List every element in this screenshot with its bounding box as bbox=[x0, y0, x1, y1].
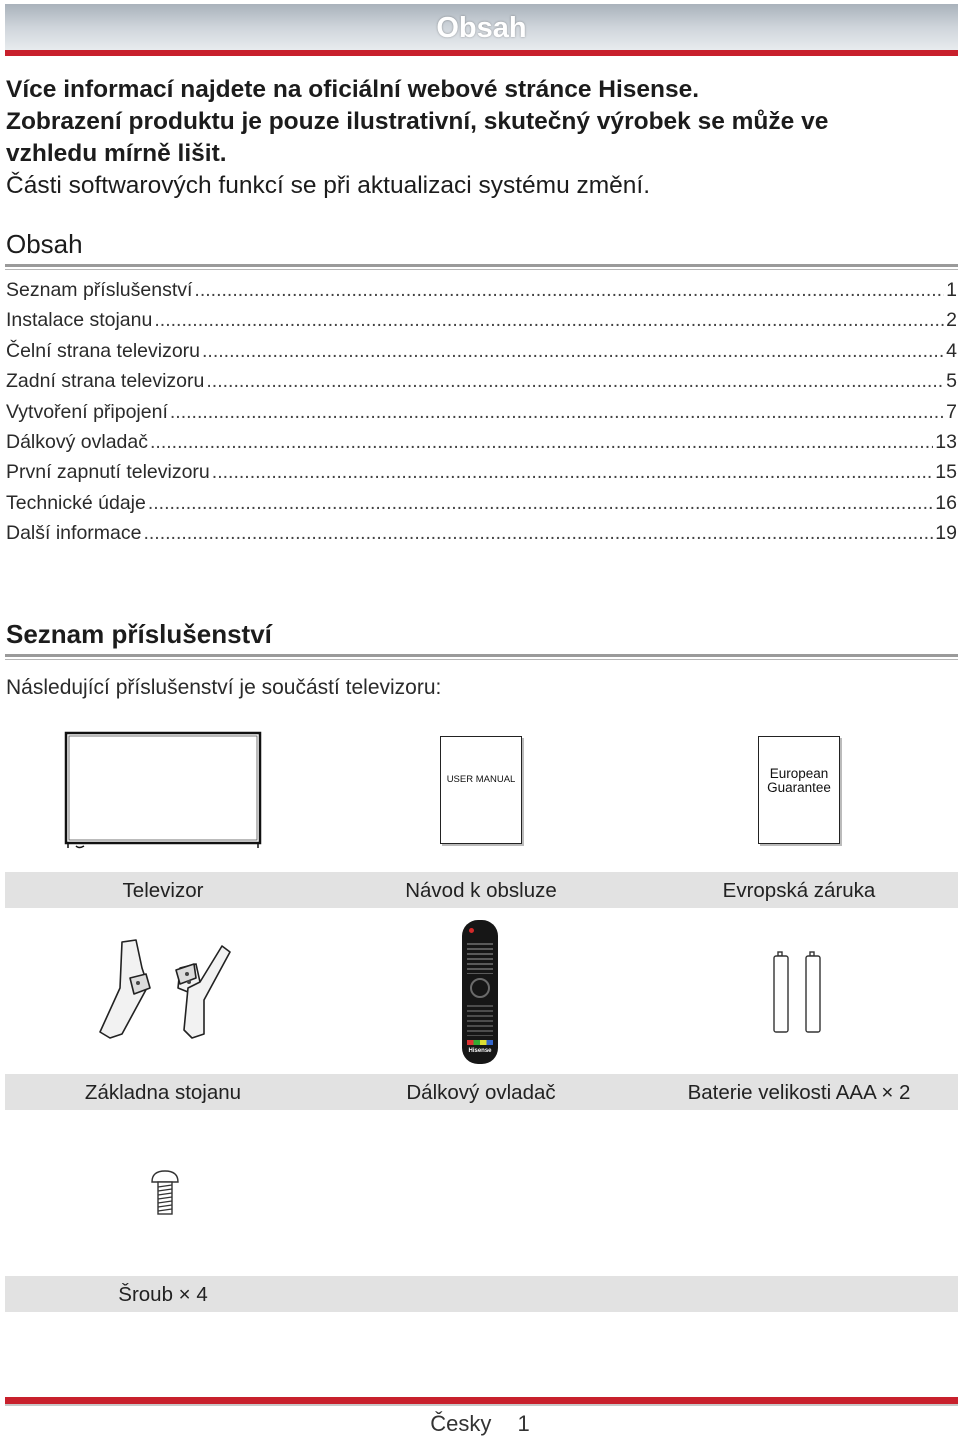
manual-cover-text: USER MANUAL bbox=[446, 774, 516, 785]
header-banner bbox=[5, 4, 958, 56]
user-manual-illustration bbox=[440, 736, 522, 844]
toc-entry-page: 2 bbox=[946, 309, 957, 332]
power-button-icon bbox=[469, 928, 474, 933]
toc-entry[interactable] bbox=[6, 340, 957, 370]
toc-entry-title: Další informace bbox=[6, 522, 142, 545]
header-accent-stripe bbox=[5, 50, 958, 56]
toc-entry-page: 16 bbox=[935, 491, 957, 514]
toc-entry-title: Zadní strana televizoru bbox=[6, 370, 205, 393]
number-keypad-icon bbox=[467, 940, 493, 974]
accessory-label-batteries: Baterie velikosti AAA × 2 bbox=[687, 1081, 911, 1104]
toc-leader-dots bbox=[143, 522, 933, 545]
toc-entry-title: Technické údaje bbox=[6, 491, 146, 514]
toc-leader-dots bbox=[154, 309, 944, 332]
toc-heading: Obsah bbox=[6, 229, 83, 259]
guarantee-cover-line: European bbox=[769, 766, 829, 781]
toc-entry-title: Vytvoření připojení bbox=[6, 400, 168, 423]
dpad-icon bbox=[470, 978, 490, 998]
function-keys-icon bbox=[467, 1002, 493, 1036]
toc-entry-title: Čelní strana televizoru bbox=[6, 339, 201, 362]
section-heading: Seznam příslušenství bbox=[6, 619, 272, 649]
footer-language: Česky bbox=[430, 1411, 492, 1436]
toc-entry-page: 13 bbox=[935, 430, 957, 453]
toc-entry[interactable] bbox=[6, 461, 957, 491]
guarantee-illustration bbox=[758, 736, 840, 844]
accessory-label-row bbox=[5, 1276, 958, 1312]
guarantee-cover-text bbox=[759, 767, 839, 795]
intro-line: Více informací najdete na oficiální webové stránce Hisense. bbox=[6, 76, 700, 103]
footer-divider bbox=[5, 1404, 958, 1406]
accessory-label-remote: Dálkový ovladač bbox=[406, 1081, 556, 1104]
accessory-label-screw: Šroub × 4 bbox=[118, 1283, 208, 1306]
intro-line: vzhledu mírně lišit. bbox=[6, 140, 227, 167]
accessory-label-manual: Návod k obsluze bbox=[405, 879, 557, 902]
toc-leader-dots bbox=[212, 461, 934, 484]
footer-page-number: 1 bbox=[517, 1411, 530, 1436]
toc-entry-title: Dálkový ovladač bbox=[6, 430, 148, 453]
table-of-contents bbox=[6, 279, 957, 553]
tv-illustration bbox=[60, 728, 266, 852]
toc-entry-title: Instalace stojanu bbox=[6, 309, 153, 332]
toc-entry[interactable] bbox=[6, 309, 957, 339]
page-title: Obsah bbox=[436, 12, 527, 44]
batteries-illustration bbox=[768, 948, 832, 1034]
toc-entry-page: 7 bbox=[946, 400, 957, 423]
page-footer bbox=[0, 1411, 960, 1437]
guarantee-cover-line: Guarantee bbox=[767, 780, 831, 795]
intro-line: Části softwarových funkcí se při aktualizaci systému změní. bbox=[6, 172, 651, 199]
toc-leader-dots bbox=[202, 340, 944, 363]
toc-leader-dots bbox=[150, 431, 933, 454]
intro-text bbox=[6, 74, 946, 202]
toc-entry-page: 19 bbox=[935, 522, 957, 545]
accessory-label-guarantee: Evropská záruka bbox=[722, 879, 876, 902]
toc-entry[interactable] bbox=[6, 279, 957, 309]
accessory-label-stand: Základna stojanu bbox=[84, 1081, 242, 1104]
toc-entry[interactable] bbox=[6, 492, 957, 522]
toc-leader-dots bbox=[148, 492, 933, 515]
toc-entry-page: 5 bbox=[946, 370, 957, 393]
color-keys-icon bbox=[467, 1040, 493, 1045]
toc-entry-page: 15 bbox=[935, 461, 957, 484]
toc-entry[interactable] bbox=[6, 522, 957, 552]
stand-base-illustration bbox=[92, 938, 236, 1040]
toc-leader-dots bbox=[194, 279, 944, 302]
section-divider bbox=[5, 654, 958, 660]
accessory-label-row bbox=[5, 872, 958, 908]
intro-line: Zobrazení produktu je pouze ilustrativní, skutečný výrobek se může ve bbox=[6, 108, 829, 135]
remote-control-illustration bbox=[462, 920, 498, 1064]
toc-entry-page: 1 bbox=[946, 279, 957, 301]
toc-leader-dots bbox=[206, 370, 944, 393]
toc-entry[interactable] bbox=[6, 370, 957, 400]
footer-accent-stripe bbox=[5, 1397, 958, 1404]
toc-entry-title: První zapnutí televizoru bbox=[6, 461, 210, 484]
toc-entry-title: Seznam příslušenství bbox=[6, 279, 193, 301]
accessory-label-tv: Televizor bbox=[122, 879, 204, 902]
accessory-label-row bbox=[5, 1074, 958, 1110]
section-intro: Následující příslušenství je součástí televizoru: bbox=[6, 676, 442, 699]
screw-illustration bbox=[148, 1168, 182, 1216]
toc-entry[interactable] bbox=[6, 431, 957, 461]
toc-leader-dots bbox=[170, 401, 944, 424]
toc-entry-page: 4 bbox=[946, 339, 957, 362]
remote-brand-text: Hisense bbox=[468, 1048, 492, 1054]
toc-entry[interactable] bbox=[6, 401, 957, 431]
toc-divider bbox=[5, 264, 958, 270]
